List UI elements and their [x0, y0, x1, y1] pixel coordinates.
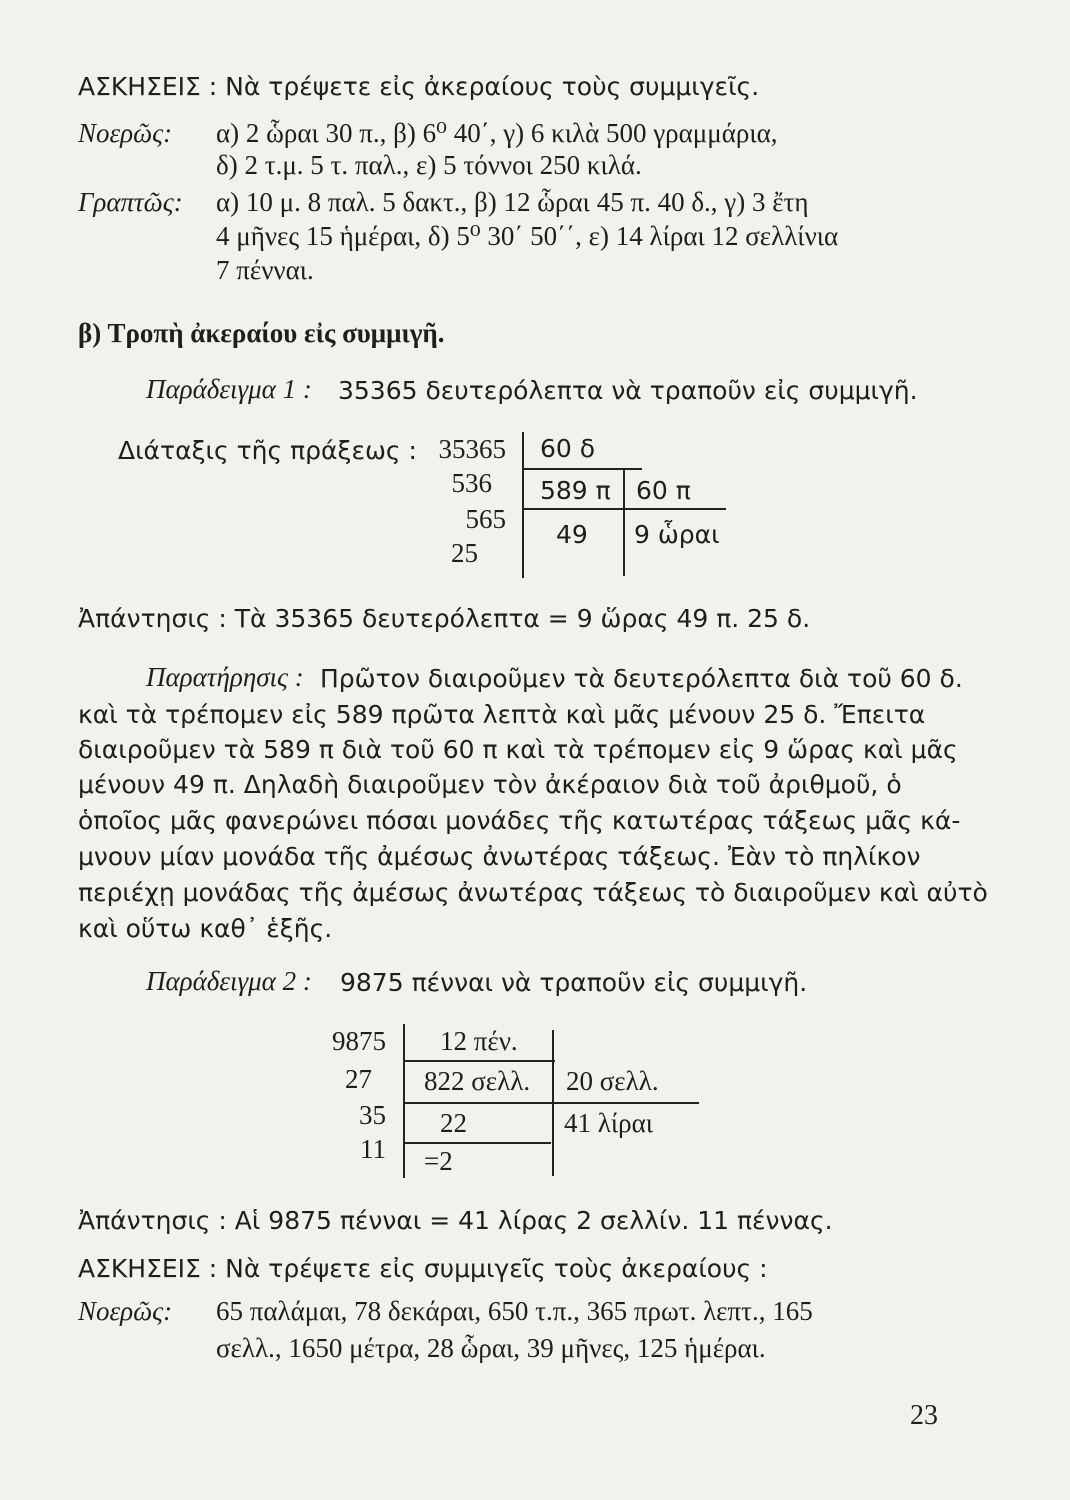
quotient: 9 ὧραι [634, 520, 720, 549]
oral-exercises-line: 65 παλάμαι, 78 δεκάραι, 650 τ.π., 365 πρωτ. λεπτ., 165 [216, 1296, 813, 1326]
division-value: 35 [359, 1100, 386, 1130]
answer: Ἀπάντησις : Τὰ 35365 δευτερόλεπτα = 9 ὥρας 49 π. 25 δ. [78, 604, 811, 633]
division-rule [403, 1060, 555, 1062]
division-value: 27 [345, 1064, 372, 1094]
written-label: Γραπτῶς: [78, 187, 183, 217]
layout-label: Διάταξις τῆς πράξεως : [118, 436, 417, 465]
exercises-heading: ΑΣΚΗΣΕΙΣ : Νὰ τρέψετε εἰς ἀκεραίους τοὺς συμμιγεῖς. [78, 72, 760, 101]
page-number: 23 [910, 1400, 938, 1431]
oral-label: Νοερῶς: [78, 1296, 173, 1326]
division-rule [403, 1102, 699, 1104]
divisor: 60 π [636, 476, 691, 505]
division-value: 25 [451, 538, 478, 568]
answer: Ἀπάντησις : Αἱ 9875 πένναι = 41 λίρας 2 σελλίν. 11 πέννας. [78, 1206, 833, 1235]
division-bar [522, 432, 524, 578]
observation-line: διαιροῦμεν τὰ 589 π διὰ τοῦ 60 π καὶ τὰ τρέπομεν εἰς 9 ὥρας καὶ μᾶς [78, 735, 958, 764]
oral-exercises-line: σελλ., 1650 μέτρα, 28 ὧραι, 39 μῆνες, 125 ἡμέραι. [216, 1333, 766, 1363]
observation-line: καὶ οὕτω καθ᾽ ἑξῆς. [78, 914, 333, 943]
quotient: 41 λίραι [564, 1108, 653, 1138]
remainder: 22 [440, 1108, 467, 1138]
remainder: 49 [556, 520, 588, 549]
division-rule [522, 508, 726, 510]
observation-line: μνουν μίαν μονάδα τῆς ἀμέσως ἀνωτέρας τάξεως. Ἐὰν τὸ πηλίκον [78, 842, 921, 871]
division-bar [623, 470, 625, 576]
divisor: 20 σελλ. [566, 1066, 659, 1096]
quotient: 822 σελλ. [424, 1066, 531, 1096]
oral-exercises-line: α) 2 ὧραι 30 π., β) 6⁰ 40΄, γ) 6 κιλὰ 500 γραμμάρια, [216, 118, 778, 148]
remainder: =2 [424, 1146, 453, 1176]
quotient: 589 π [540, 476, 611, 505]
example-label: Παράδειγμα 2 : [146, 966, 312, 996]
example-text: 35365 δευτερόλεπτα νὰ τραποῦν εἰς συμμιγῆ. [338, 376, 918, 405]
observation-line: ὁποῖος μᾶς φανερώνει πόσαι μονάδες τῆς κατωτέρας τάξεως μᾶς κά- [78, 806, 961, 835]
divisor: 60 δ [540, 434, 596, 463]
division-value: 536 [451, 468, 492, 498]
written-exercises-line: 7 πένναι. [216, 255, 314, 285]
division-rule [403, 1142, 551, 1144]
observation-line: μένουν 49 π. Δηλαδὴ διαιροῦμεν τὸν ἀκέραιον διὰ τοῦ ἀριθμοῦ, ὁ [78, 770, 902, 799]
written-exercises-line: α) 10 μ. 8 παλ. 5 δακτ., β) 12 ὧραι 45 π. 40 δ., γ) 3 ἔτη [216, 187, 809, 217]
oral-exercises-line: δ) 2 τ.μ. 5 τ. παλ., ε) 5 τόννοι 250 κιλά. [216, 150, 642, 180]
division-value: 35365 [438, 434, 506, 464]
division-bar [403, 1024, 405, 1178]
oral-label: Νοερῶς: [78, 118, 173, 148]
observation-line: καὶ τὰ τρέπομεν εἰς 589 πρῶτα λεπτὰ καὶ μᾶς μένουν 25 δ. Ἔπειτα [78, 700, 926, 729]
division-value: 565 [465, 504, 506, 534]
observation-line: περιέχῃ μονάδας τῆς ἀμέσως ἀνωτέρας τάξεως τὸ διαιροῦμεν καὶ αὐτὸ [78, 878, 988, 907]
example-text: 9875 πένναι νὰ τραποῦν εἰς συμμιγῆ. [340, 968, 808, 997]
observation-label: Παρατήρησις : [146, 662, 304, 692]
divisor: 12 πέν. [440, 1026, 518, 1056]
observation-line: Πρῶτον διαιροῦμεν τὰ δευτερόλεπτα διὰ τοῦ 60 δ. [320, 664, 963, 693]
exercises-heading: ΑΣΚΗΣΕΙΣ : Νὰ τρέψετε εἰς συμμιγεῖς τοὺς ἀκεραίους : [78, 1254, 768, 1283]
written-exercises-line: 4 μῆνες 15 ἡμέραι, δ) 5⁰ 30΄ 50΄΄, ε) 14 λίραι 12 σελλίνια [216, 221, 839, 251]
example-label: Παράδειγμα 1 : [146, 374, 312, 404]
division-value: 9875 [332, 1026, 386, 1056]
division-value: 11 [360, 1134, 386, 1164]
section-title: β) Τροπὴ ἀκεραίου εἰς συμμιγῆ. [78, 318, 445, 348]
